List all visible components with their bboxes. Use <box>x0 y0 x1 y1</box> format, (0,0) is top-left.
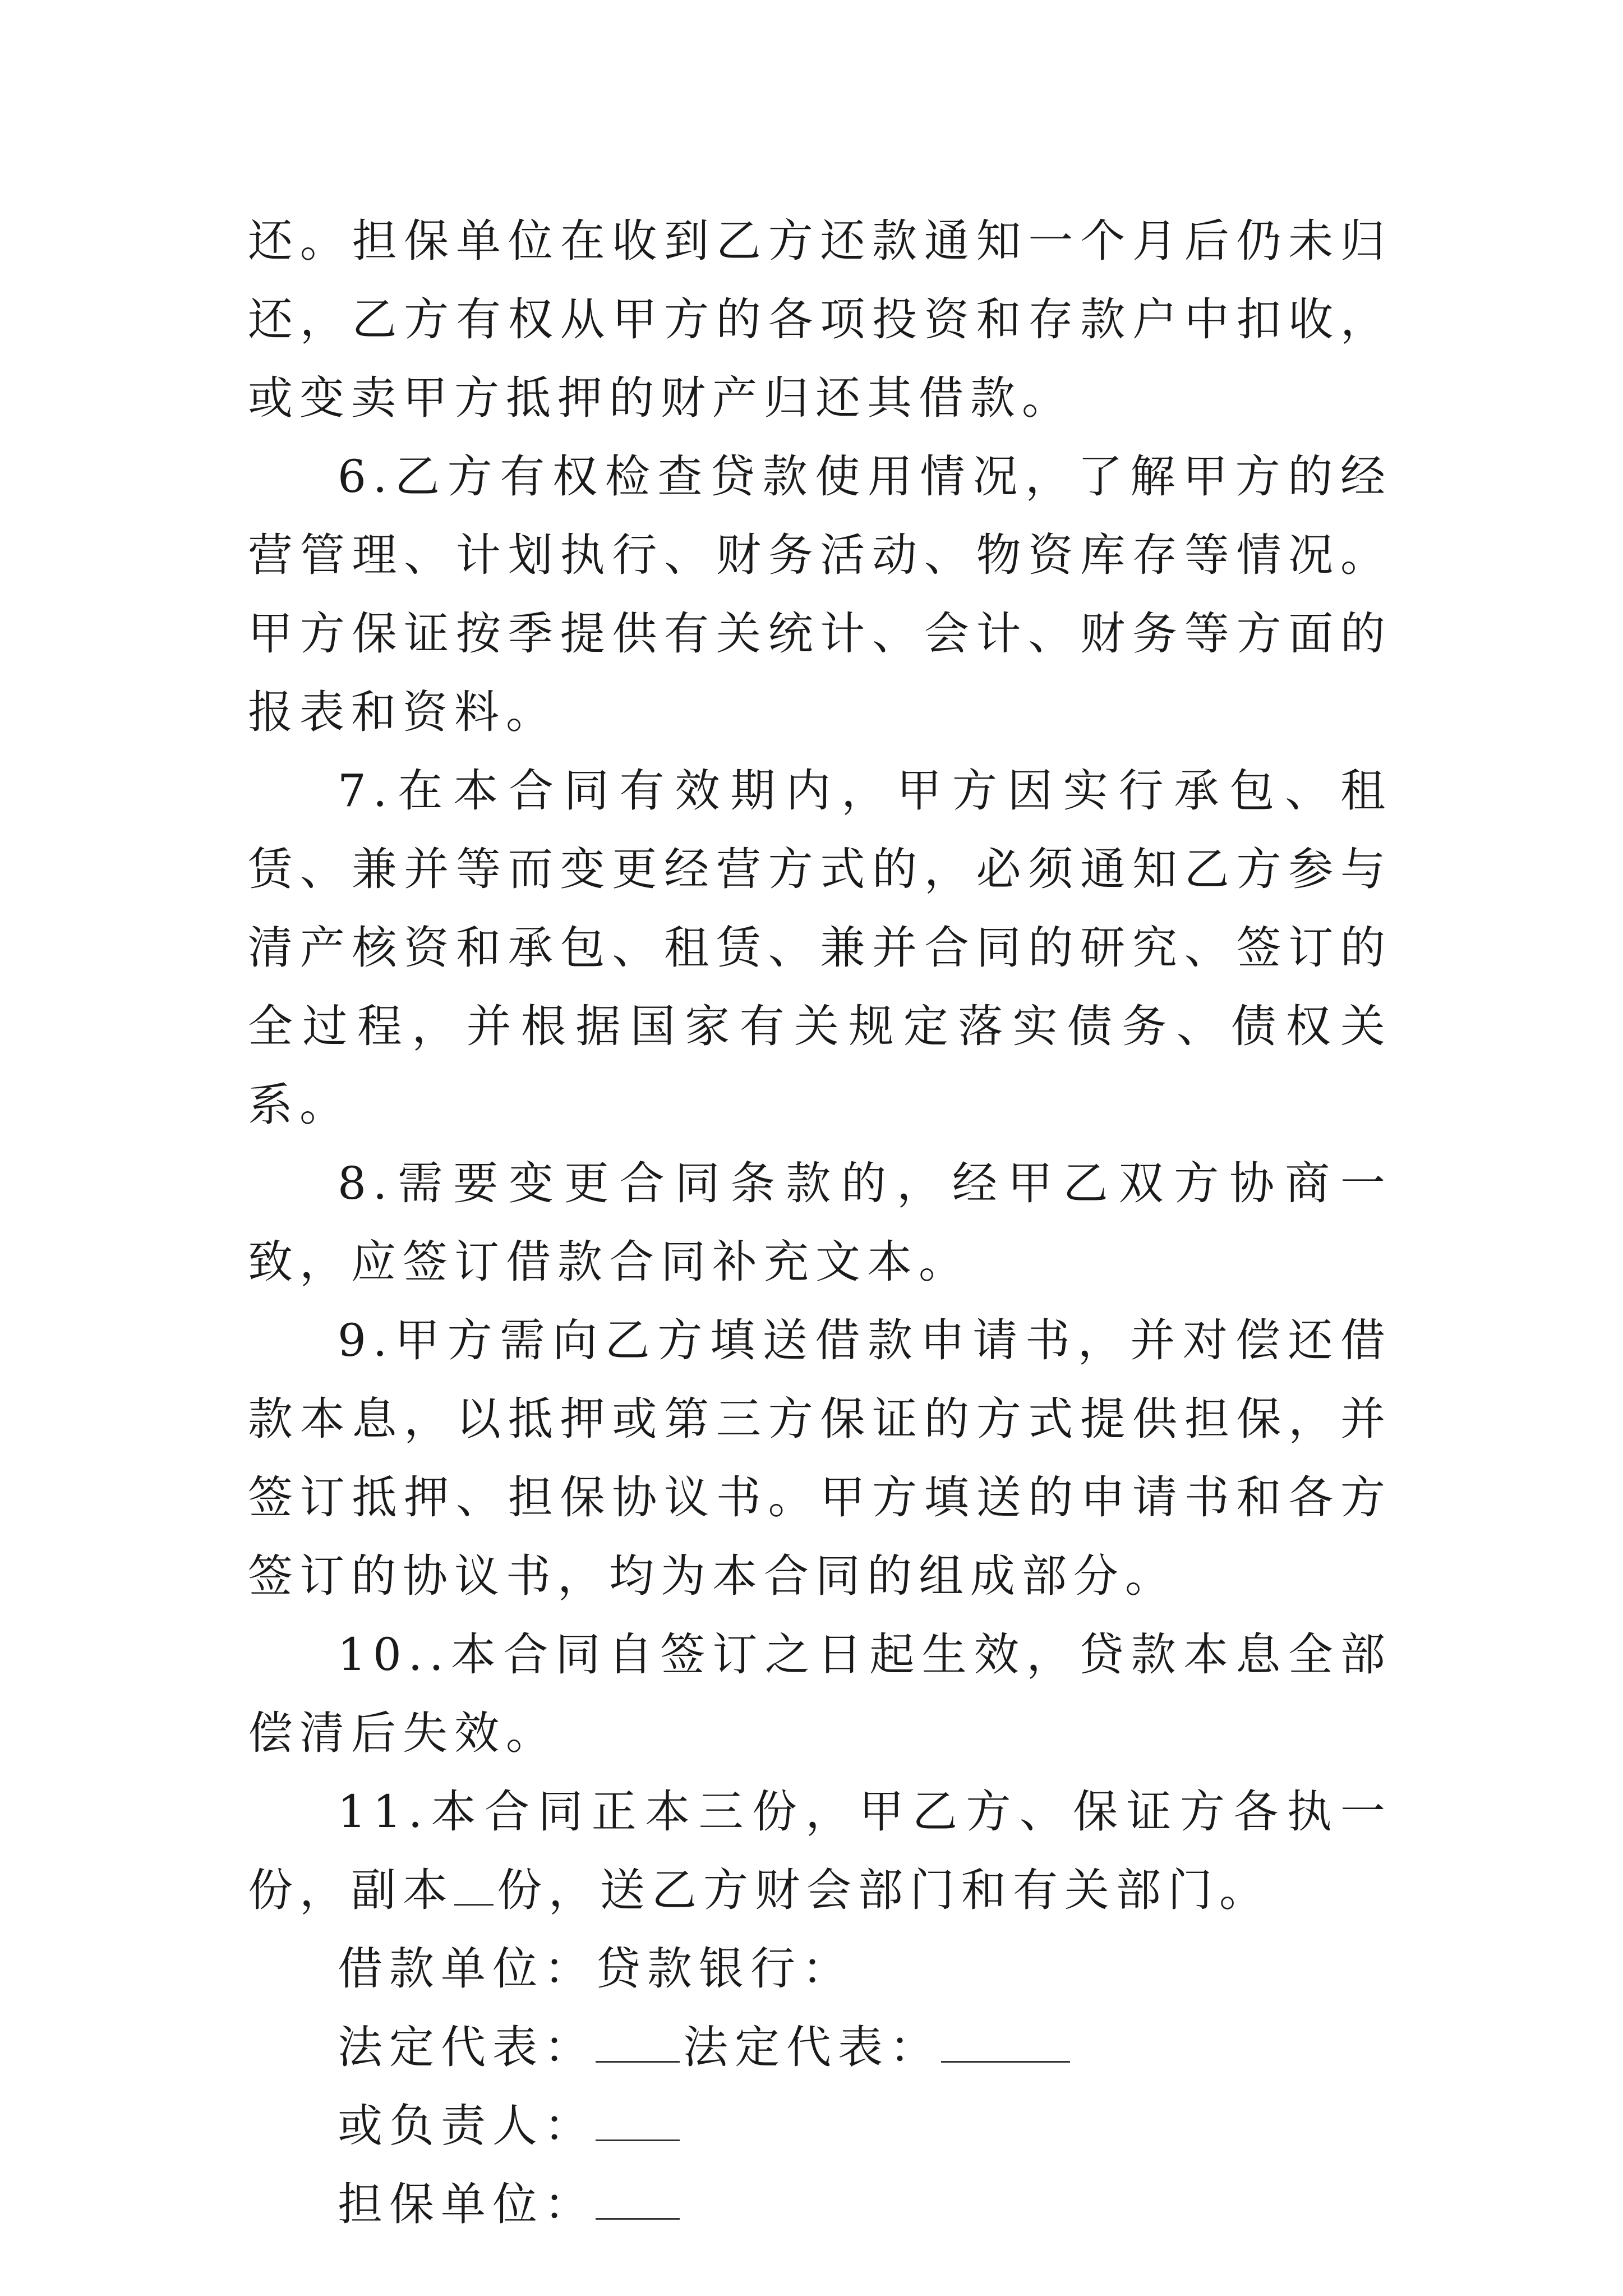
bank-label: 贷款银行： <box>596 1943 854 1995</box>
signature-row-guarantor <box>248 2165 1392 2244</box>
copies-blank-line <box>454 1870 494 1906</box>
clause-11-text-before: 11.本合同正本三份，甲乙方、保证方各执一份，副本 <box>248 1786 1392 1916</box>
signature-row-legal-rep <box>248 2008 1392 2087</box>
clause-7: 7.在本合同有效期内，甲方因实行承包、租赁、兼并等而变更经营方式的，必须通知乙方参与清产核资和承包、租赁、兼并合同的研究、签订的全过程，并根据国家有关规定落实债务、债权关系。 <box>248 765 1392 1131</box>
paragraph-continuation: 还。担保单位在收到乙方还款通知一个月后仍未归还，乙方有权从甲方的各项投资和存款户中扣收，或变卖甲方抵押的财产归还其借款。 <box>248 215 1392 424</box>
guarantor-blank <box>596 2184 680 2220</box>
responsible-blank <box>596 2106 680 2141</box>
clause-11 <box>248 1773 1392 1930</box>
legal-rep-label-bank: 法定代表： <box>683 2021 941 2073</box>
responsible-label: 或负责人： <box>338 2100 596 2152</box>
clause-11-text-after: 份，送乙方财会部门和有关部门。 <box>497 1864 1271 1916</box>
signature-row-borrower-bank <box>248 1930 1392 2008</box>
guarantor-label: 担保单位： <box>338 2178 596 2230</box>
legal-rep-blank-borrower <box>596 2027 680 2063</box>
legal-rep-label-borrower: 法定代表： <box>338 2021 596 2073</box>
signature-row-responsible <box>248 2087 1392 2165</box>
legal-rep-blank-bank <box>941 2027 1070 2063</box>
document-page <box>248 202 1392 2244</box>
clause-10: 10..本合同自签订之日起生效，贷款本息全部偿清后失效。 <box>248 1628 1392 1759</box>
clause-6: 6.乙方有权检查贷款使用情况，了解甲方的经营管理、计划执行、财务活动、物资库存等情况。甲方保证按季提供有关统计、会计、财务等方面的报表和资料。 <box>248 450 1392 738</box>
clause-9: 9.甲方需向乙方填送借款申请书，并对偿还借款本息，以抵押或第三方保证的方式提供担保，并签订抵押、担保协议书。甲方填送的申请书和各方签订的协议书，均为本合同的组成部分。 <box>248 1314 1392 1602</box>
borrower-label: 借款单位： <box>338 1943 596 1995</box>
clause-8: 8.需要变更合同条款的，经甲乙双方协商一致，应签订借款合同补充文本。 <box>248 1157 1392 1288</box>
